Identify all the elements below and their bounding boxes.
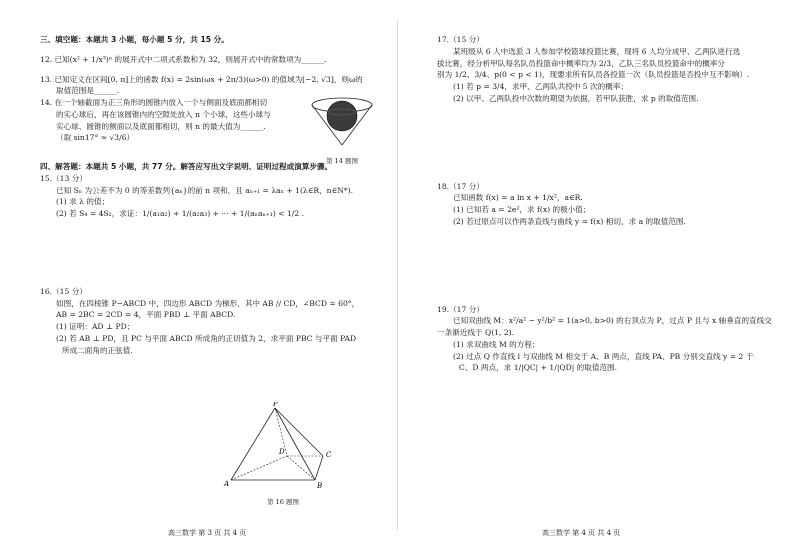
question-17-line-2: 拔比赛，经分析甲队每名队员投篮命中概率均为 2/3，乙队三名队员投篮命中的概率分 [437, 58, 726, 68]
question-18-heading: 18.（17 分） [437, 181, 484, 191]
page-3-footer: 高三数学 第 3 页 共 4 页 [168, 529, 247, 537]
question-17-heading: 17.（15 分） [437, 35, 484, 44]
question-17-line-3: 别为 1/2、3/4、p(0 < p < 1)，现要求所有队员各投篮一次（队员投篮是否投中互不影响）. [437, 70, 750, 80]
question-12: 12. 已知(x² + 1/x³)ⁿ 的展开式中二项式系数和为 32，则展开式中的常数项为______. [40, 54, 327, 64]
question-14-line-4: （取 sin17° ≈ √3/6） [56, 133, 135, 143]
label-a: A [224, 480, 230, 488]
question-14-line-2: 的实心球后，再在该圆锥内的空隙处放入 n 个小球，这些小球与 [56, 109, 271, 119]
question-16-heading: 16.（15 分） [40, 286, 87, 296]
question-13-line-2: 取值范围是______. [56, 86, 120, 96]
label-d: D [279, 448, 285, 456]
cone-sphere-figure [302, 93, 382, 151]
question-17-part-2: (2) 以甲、乙两队投中次数的期望为依据，若甲队获胜，求 p 的取值范围. [453, 93, 699, 103]
question-19-heading: 19.（17 分） [437, 304, 484, 314]
label-p: P [273, 402, 278, 408]
question-16-part-2-line-1: (2) 若 AB ⊥ PD，且 PC 与平面 ABCD 所成角的正切值为 2，求平面 PBC 与平面 PAD [56, 333, 357, 343]
figure-16 [223, 402, 343, 507]
question-19-part-1: (1) 求双曲线 M 的方程； [453, 339, 540, 349]
question-19-part-2-line-1: (2) 过点 Q 作直线 l 与双曲线 M 相交于 A、B 两点，直线 PA、PB 分别交直线 y = 2 于 [453, 351, 754, 361]
question-15-part-1: (1) 求 λ 的值； [56, 197, 110, 207]
question-16-line-1: 如图，在四棱锥 P−ABCD 中，四边形 ABCD 为梯形，其中 AB // CD，∠BCD = 60°， [56, 298, 360, 308]
question-14 [40, 97, 379, 165]
question-16-part-1: (1) 证明：AD ⊥ PD； [56, 322, 135, 332]
question-19-line-2: 一条渐近线于 Q(1, 2). [437, 328, 515, 338]
figure-14 [302, 93, 382, 166]
section-solution-heading: 四、解答题：本题共 5 小题，共 77 分。解答应写出文字说明、证明过程或演算步骤。 [40, 162, 333, 172]
figure-16-caption: 第 16 题图 [267, 497, 299, 506]
question-19-line-1: 已知双曲线 M：x²/a² − y²/b² = 1(a>0, b>0) 的右顶点为 P，过点 P 且与 x 轴垂直的直线交 [453, 316, 772, 326]
question-15-line-1: 已知 Sₙ 为公差不为 0 的等差数列{aₙ}的前 n 项和，且 aₙ₊₁ = λaₙ + 1(λ∈R，n∈N*). [56, 185, 354, 195]
question-14-line-1: 14. 在一个轴截面为正三角形的圆锥内放入一个与侧面及底面都相切 [40, 98, 268, 108]
question-15-heading: 15.（13 分） [40, 173, 87, 183]
page-4-footer: 高三数学 第 4 页 共 4 页 [542, 529, 621, 537]
pyramid-figure [223, 402, 343, 492]
section-fill-in-heading: 三、填空题：本题共 3 小题，每小题 5 分，共 15 分。 [40, 35, 229, 44]
question-18-part-2: (2) 若过原点可以作两条直线与曲线 y = f(x) 相切，求 a 的取值范围. [453, 216, 686, 226]
question-18-part-1: (1) 已知若 a = 2e²，求 f(x) 的极小值； [453, 205, 591, 215]
question-16-part-2-line-2: 所成二面角的正弦值. [62, 345, 133, 355]
question-13-line-1: 13. 已知定义在区间[0, π]上的函数 f(x) = 2sin(ωx + 2π/3)(ω>0) 的值域为[−2, √3]，则ω的 [40, 74, 363, 84]
question-15-part-2: (2) 若 S₄ = 4S₂，求证：1/(a₁a₂) + 1/(a₂a₃) + ··· + 1/(aₙaₙ₊₁) < 1/2 . [56, 209, 305, 219]
question-14-line-3: 实心球、圆锥的侧面以及底面都相切，则 n 的最大值为______. [56, 121, 266, 131]
question-17-part-1: (1) 若 p = 3/4，求甲、乙两队共投中 5 次的概率； [453, 82, 629, 92]
page-4 [397, 0, 794, 546]
label-b: B [317, 482, 323, 490]
question-16-line-2: AB = 2BC = 2CD = 4，平面 PBD ⊥ 平面 ABCD. [56, 310, 236, 320]
question-18-line-1: 已知函数 f(x) = a ln x + 1/x²，a∈R. [453, 193, 583, 203]
question-17-line-1: 某班级从 6 人中选派 3 人参加学校篮球投篮比赛，现将 6 人均分成甲、乙两队进行选 [453, 46, 741, 56]
label-c: C [326, 451, 332, 459]
figure-14-caption: 第 14 题图 [326, 156, 358, 165]
question-19-part-2-line-2: C、D 两点，求 1/|QC| + 1/|QD| 的取值范围. [459, 363, 618, 373]
